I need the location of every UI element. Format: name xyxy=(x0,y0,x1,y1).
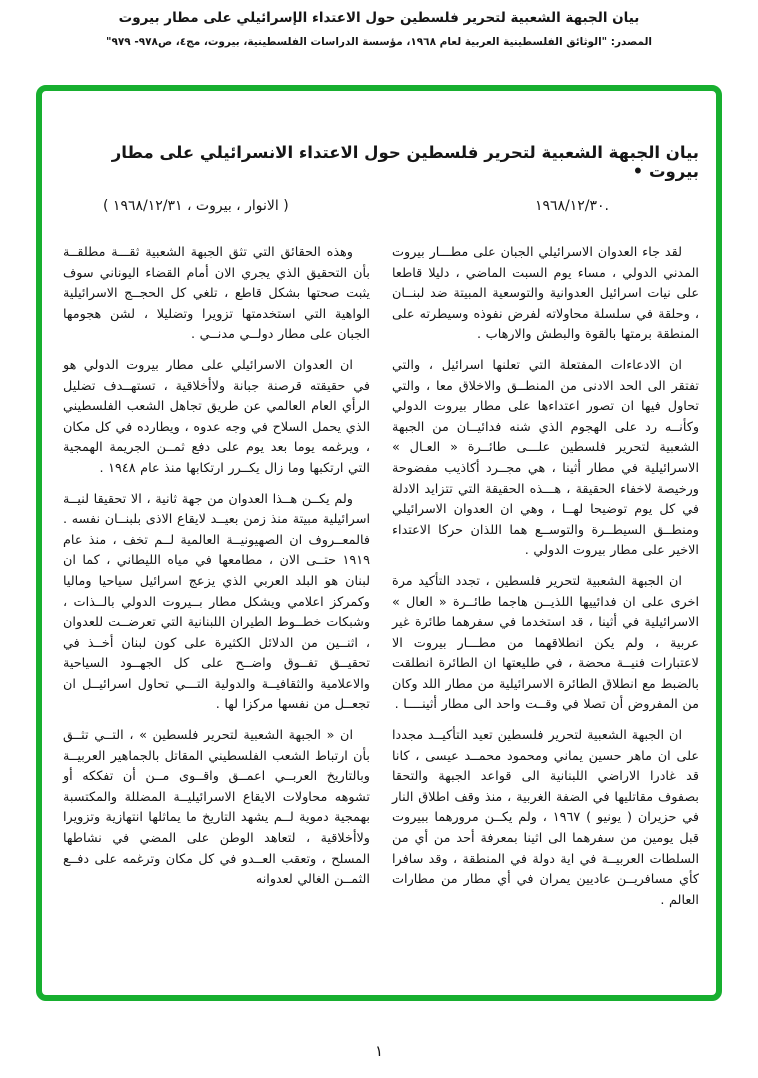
column-left xyxy=(63,243,370,921)
document-frame xyxy=(36,85,722,1001)
paragraph: ان « الجبهة الشعبية لتحرير فلسطين » ، التــي تثــق بأن ارتباط الشعب الفلسطيني المقاتل بالجماهير العربيــة وبالتاريخ العربــي اعمــق واقــوى مــن أن تفككه أو تشوهه محاولات الايقاع الاسرائيليــة المضللة والمكتسبة بهمجية دموية لــم يشهد التاريخ ما يماثلها انتهازية وتزويرا ولاأخلاقية ، لتعاهد الوطن على المضي في نشاطها المسلح ، وتعقب العــدو في كل مكان وترغمه على دفــع الثمــن الغالي لعدوانه xyxy=(63,728,370,888)
publication-reference: ( الانوار ، بيروت ، ١٩٦٨/١٢/٣١ ) xyxy=(103,198,289,214)
document-title: بيان الجبهة الشعبية لتحرير فلسطين حول الاعتداء الانسرائيلي على مطار بيروت • xyxy=(111,143,699,181)
paragraph: ان الجبهة الشعبية لتحرير فلسطين تعيد التأكيــد مجددا على ان ماهر حسين يماني ومحمود محمــد عيسى ، كانا قد غادرا الاراضي اللبنانية الى قواعد الجبهة والتحقا بصفوف مقاتليها في الضفة الغربية ، منذ وقف اطلاق النار في حزيران ( يونيو ) ١٩٦٧ ، ولم يكــن مرورهما ببيروت قبل يومين من سفرهما الى اثينا بمعرفة أحد من أي من السلطات العربيــة في اية دولة في المنطقة ، وقد سافرا كأي مسافريــن عاديين يمران في أي مطار من مطارات العالم . xyxy=(392,728,699,908)
body-columns xyxy=(63,243,699,921)
page-number: ١ xyxy=(374,1042,384,1060)
page-header xyxy=(0,0,758,48)
page-header-title: بيان الجبهة الشعبية لتحرير فلسطين حول الاعتداء الإسرائيلي على مطار بيروت xyxy=(118,10,640,26)
paragraph: لقد جاء العدوان الاسرائيلي الجبان على مطـــار بيروت المدني الدولي ، مساء يوم السبت الماضي ، دليلا قاطعا على نيات اسرائيل العدوانية والتوسعية المبيتة ضد لبنــان ، وحلقة في سلسلة محاولاته لفرض نفوذه وسيطرته على المنطقة برمتها بالقوة والبطش والارهاب . xyxy=(392,245,699,343)
statement-date: ١٩٦٨/١٢/٣٠. xyxy=(534,198,609,214)
paragraph: ان الادعاءات المفتعلة التي تعلنها اسرائيل ، والتي تفتقر الى الحد الادنى من المنطــق والاخلاق معا ، والتي تحاول فيها ان تصور اعتداءها على مطار بيروت الدولي وكأنــه رد على الهجوم الذي شنه فدائيــان من الجبهة الشعبية لتحرير فلسطين علـــى طائــرة « العـال » الاسرائيلية في مطار أثينا ، هي مجــرد أكاذيب مفضوحة ورخيصة لاخفاء الحقيقة ، هـــذه الحقيقة التي تتزايد الادلة في كل يوم توضيحا لهــا ، وهي ان العدوان الاسرائيلي ومنطــق السيطــرة والتوســع هما اللذان حركا الاعتداء الاخير على مطار بيروت الدولي . xyxy=(392,357,699,559)
source-line: المصدر: "الوثائق الفلسطينية العربية لعام ١٩٦٨، مؤسسة الدراسات الفلسطينية، بيروت، مج٤، ص٩٧٨- ٩٧٩" xyxy=(105,36,653,48)
paragraph: ان العدوان الاسرائيلي على مطار بيروت الدولي هو في حقيقته قرصنة جبانة ولاأخلاقية ، تستهــدف تضليل الرأي العام العالمي عن طريق تجاهل الشعب الفلسطيني الذي يحمل السلاح في وجه عدوه ، ويطارده في كل مكان ، ويرغمه يوما بعد يوم على دفع ثمــن الجريمة الهمجية التي ارتكبها وما زال يكــرر ارتكابها منذ عام ١٩٤٨ . xyxy=(63,357,370,476)
paragraph: ولم يكــن هــذا العدوان من جهة ثانية ، الا تحقيقا لنيــة اسرائيلية مبيتة منذ زمن بعيــد لايقاع الاذى بلبنــان نفسه . فالمعــروف ان الصهيونيــة العالمية لــم تخف ، منذ عام ١٩١٩ حتــى الان ، مطامعها في مياه الليطاني ، كما ان لبنان هو البلد العربي الذي يزعج اسرائيل سياحيا وماليا وكمركز اعلامي ويشكل مطار بــيروت الدولي بالــذات ، وشبكات خطــوط الطيران اللبنانية التي تعرضــت للعدوان ، اثنــين من الدلائل الكثيرة على كون لبنان أخــذ في تحقيــق تفــوق واضــح على كل الجهــود السياحية والاعلامية والثقافيــة والدولية التـــي تحاول اسرائيــل ان تجعــل من نفسها مركزا لها . xyxy=(63,491,370,713)
column-right xyxy=(392,243,699,921)
paragraph: ان الجبهة الشعبية لتحرير فلسطين ، تجدد التأكيد مرة اخرى على ان فدائييها اللذيــن هاجما طائــرة « العال » الاسرائيلية في أثينا ، قد استخدما في سفرهما طائرة غير عربية ، ولم يكن انطلاقهما من مطـــار بيروت الا لاعتبارات فنيــة محضة ، في طليعتها ان الطائرة انطلقت بالضبط مع انطلاق الطائرة الاسرائيلية من مطار اللد وكان من المفروض أن تصلا في وقــت واحد الى مطار أثينــــا . xyxy=(392,573,699,713)
date-row xyxy=(63,198,699,214)
paragraph: وهذه الحقائق التي تثق الجبهة الشعبية ثقـــة مطلقــة بأن التحقيق الذي يجري الان أمام القضاء اليوناني سوف يثبت صحتها بشكل قاطع ، تلغي كل الحجــج الاسرائيلية الواهية التي استخدمتها تزويرا وتضليلا ، لشن هجومها الجبان على مطار دولــي مدنــي . xyxy=(63,245,370,343)
